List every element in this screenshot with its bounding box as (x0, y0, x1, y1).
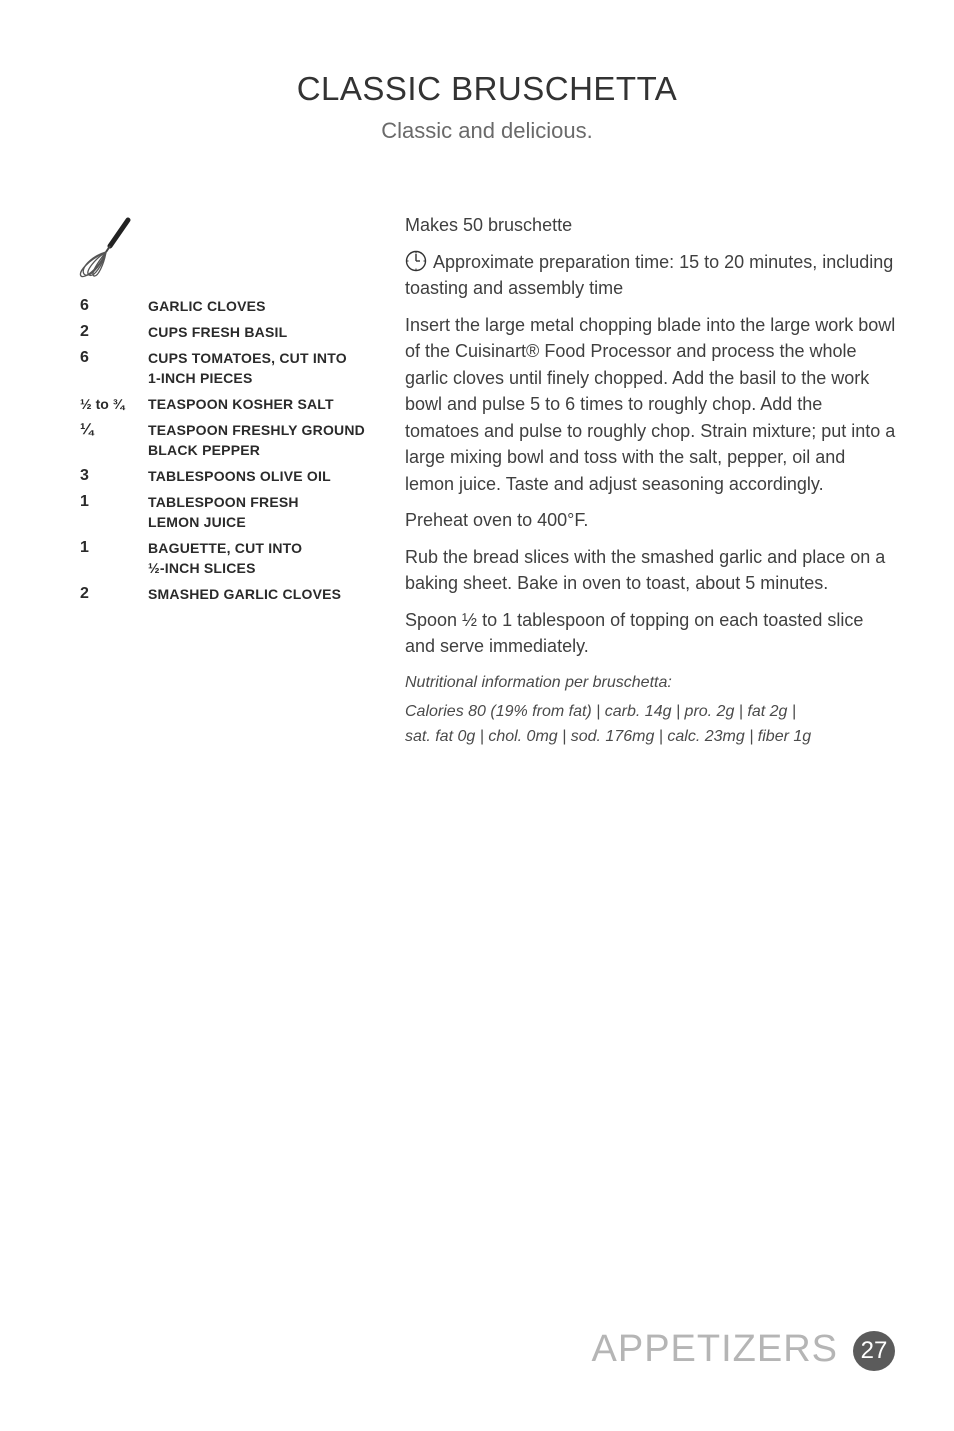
page-number-badge: 27 (853, 1331, 895, 1371)
ingredient-item (148, 322, 380, 342)
ingredient-text: CUPS TOMATOES, CUT INTO (148, 350, 347, 366)
directions (405, 212, 897, 749)
ingredient-item (148, 296, 380, 316)
prep-time-text: Approximate preparation time: 15 to 20 minutes, including toasting and assembly time (405, 251, 894, 298)
ingredient-item (148, 420, 380, 460)
ingredient-item (148, 394, 380, 414)
ingredient-text: TABLESPOON FRESH (148, 494, 299, 510)
recipe-title: CLASSIC BRUSCHETTA (296, 70, 678, 107)
ingredient-text: TEASPOON FRESHLY GROUND (148, 422, 365, 438)
ingredient-text: BLACK PEPPER (148, 442, 261, 458)
recipe-yield: Makes 50 bruschette (405, 215, 573, 235)
ingredient-list (80, 296, 380, 610)
ingredient-item (148, 584, 380, 604)
ingredient-qty: ½ to ¾ (80, 396, 125, 412)
ingredient-row (80, 296, 380, 316)
ingredient-row (80, 466, 380, 486)
ingredient-item (148, 492, 380, 532)
ingredient-qty: 2 (80, 585, 89, 602)
section-label: APPETIZERS (591, 1328, 838, 1370)
ingredient-text: SMASHED GARLIC CLOVES (148, 586, 342, 602)
ingredient-qty: 6 (80, 297, 89, 314)
ingredient-text: ½-INCH SLICES (148, 560, 256, 576)
ingredient-text: CUPS FRESH BASIL (148, 324, 288, 340)
direction-step-1: Insert the large metal chopping blade into the large work bowl of the Cuisinart® Food Processor and process the whole garlic cloves until finely chopped. Add the basil to the work bowl and pulse 5 to 6 times to roughly chop. Add the tomatoes and pulse to roughly chop. Strain mixture; put into a large mixing bowl and toss with the salt, pepper, oil and lemon juice. Taste and adjust seasoning accordingly. (405, 314, 896, 494)
whisk-icon (76, 216, 134, 280)
ingredient-text: TABLESPOONS OLIVE OIL (148, 468, 331, 484)
ingredient-text: GARLIC CLOVES (148, 298, 266, 314)
nutrition-info (405, 670, 897, 749)
direction-step-4: Spoon ½ to 1 tablespoon of topping on each toasted slice and serve immediately. (405, 609, 864, 656)
ingredient-qty: ¼ (80, 421, 94, 438)
ingredient-row (80, 348, 380, 388)
ingredient-row (80, 394, 380, 414)
ingredient-qty: 6 (80, 349, 89, 366)
ingredient-row (80, 322, 380, 342)
ingredient-row (80, 492, 380, 532)
ingredient-item (148, 466, 380, 486)
nutrition-heading: Nutritional information per bruschetta: (405, 673, 672, 691)
ingredient-item (148, 538, 380, 578)
ingredient-row (80, 420, 380, 460)
ingredient-text: TEASPOON KOSHER SALT (148, 396, 334, 412)
ingredient-text: BAGUETTE, CUT INTO (148, 540, 303, 556)
ingredient-qty: 1 (80, 539, 89, 556)
ingredient-text: LEMON JUICE (148, 514, 246, 530)
clock-icon (405, 250, 427, 272)
nutrition-line-2: sat. fat 0g | chol. 0mg | sod. 176mg | calc. 23mg | fiber 1g (405, 727, 812, 745)
ingredient-qty: 1 (80, 493, 89, 510)
recipe-subtitle: Classic and delicious. (381, 118, 593, 143)
ingredient-item (148, 348, 380, 388)
ingredient-qty: 3 (80, 467, 89, 484)
direction-step-2: Preheat oven to 400°F. (405, 510, 589, 530)
ingredient-row (80, 538, 380, 578)
ingredient-row (80, 584, 380, 604)
nutrition-line-1: Calories 80 (19% from fat) | carb. 14g | pro. 2g | fat 2g | (405, 702, 797, 720)
prep-time (405, 249, 897, 302)
ingredient-text: 1-INCH PIECES (148, 370, 253, 386)
direction-step-3: Rub the bread slices with the smashed garlic and place on a baking sheet. Bake in oven to toast, about 5 minutes. (405, 546, 886, 593)
ingredient-qty: 2 (80, 323, 89, 340)
